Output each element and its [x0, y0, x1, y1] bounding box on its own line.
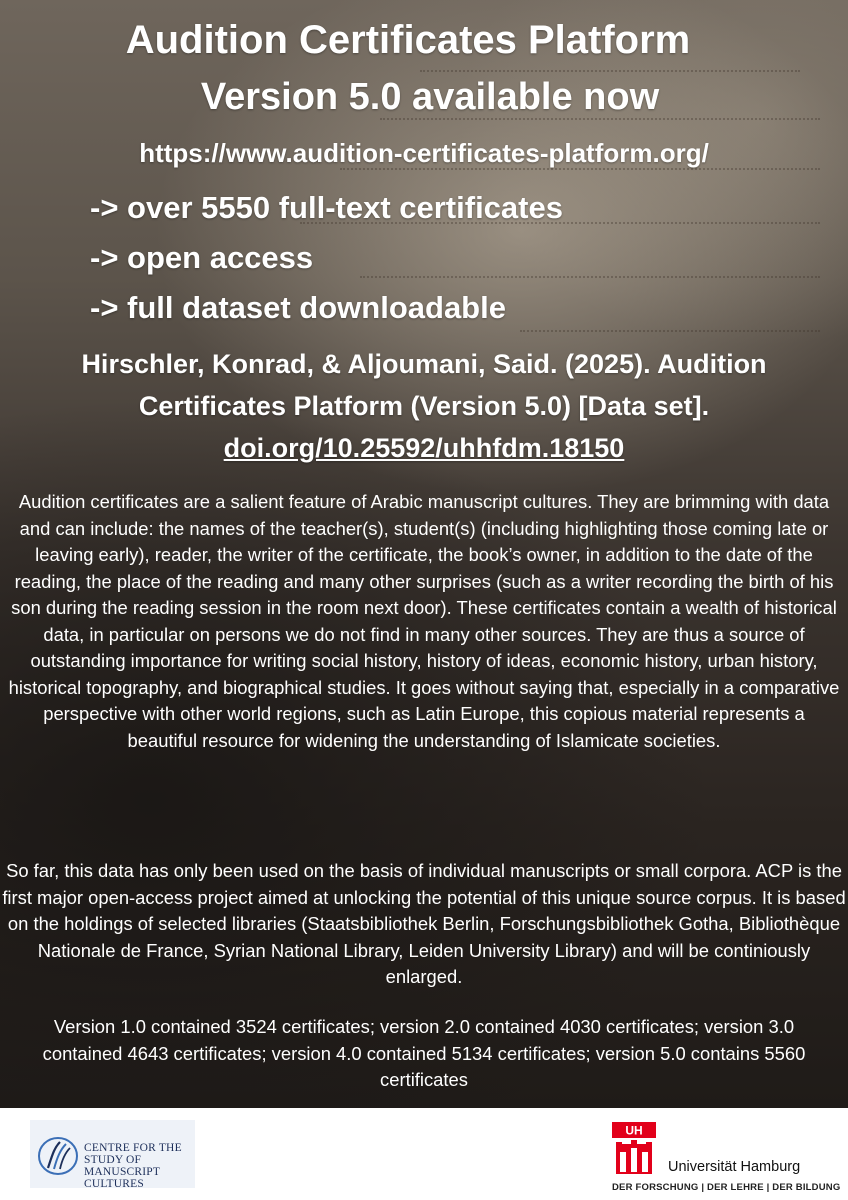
uhh-name: Universität Hamburg — [668, 1159, 801, 1175]
csmc-logo — [30, 1120, 195, 1188]
version-history: Version 1.0 contained 3524 certificates; version 2.0 contained 4030 certificates; version 3.0 contained 4643 certificates; version 4.0 contained 5134 certificates; version 5.0 contains 5560 certificates — [42, 1016, 806, 1090]
citation — [0, 343, 848, 469]
description-paragraph: Audition certificates are a salient feature of Arabic manuscript cultures. They are brimming with data and can include: the names of the teacher(s), student(s) (including highlighting those coming late or leaving early), reader, the writer of the certificate, the book’s owner, in addition to the date of the reading, the place of the reading and many other surprises (such as a writer recording the birth of his son during the reading session in the room next door). These certificates contain a wealth of historical data, in particular on persons we do not find in many other sources. They are thus a source of outstanding importance for writing social history, history of ideas, economic history, urban history, historical topography, and biographical studies. It goes without saying that, especially in a comparative perspective with other world regions, such as Latin Europe, this copious material represents a beautiful resource for widening the understanding of Islamicate societies. — [8, 491, 840, 751]
csmc-name: CENTRE FOR THE STUDY OF MANUSCRIPT CULTURES — [84, 1142, 182, 1190]
citation-line: Certificates Platform (Version 5.0) [Data set]. — [138, 391, 710, 421]
manuscript-texture — [420, 70, 800, 72]
uhh-mark: UH — [625, 1123, 643, 1138]
feature-bullet: -> open access — [90, 240, 314, 275]
version-announcement: Version 5.0 available now — [200, 76, 660, 118]
project-paragraph: So far, this data has only been used on the basis of individual manuscripts or small corpora. ACP is the first major open-access project aimed at unlocking the potential of this unique source corpus. It is based on the holdings of selected libraries (Staatsbibliothek Berlin, Forschungsbibliothek Gotha, Bibliothèque Nationale de France, Syrian National Library, Leiden University Library) and will be continiously enlarged. — [2, 860, 846, 987]
csmc-emblem-icon — [36, 1136, 80, 1176]
page-title: Audition Certificates Platform — [125, 18, 691, 62]
feature-bullet: -> over 5550 full-text certificates — [90, 190, 563, 225]
footer-logos — [0, 1108, 848, 1200]
platform-url[interactable]: https://www.audition-certificates-platform.org/ — [139, 138, 709, 168]
citation-line: Hirschler, Konrad, & Aljoumani, Said. (2025). Audition — [81, 349, 767, 379]
uhh-tagline: DER FORSCHUNG | DER LEHRE | DER BILDUNG — [612, 1182, 841, 1193]
manuscript-texture — [360, 276, 820, 278]
manuscript-texture — [520, 330, 820, 332]
doi-link[interactable]: doi.org/10.25592/uhhfdm.18150 — [223, 433, 625, 463]
uhh-crest-icon — [612, 1122, 656, 1178]
feature-bullet: -> full dataset downloadable — [90, 290, 506, 325]
